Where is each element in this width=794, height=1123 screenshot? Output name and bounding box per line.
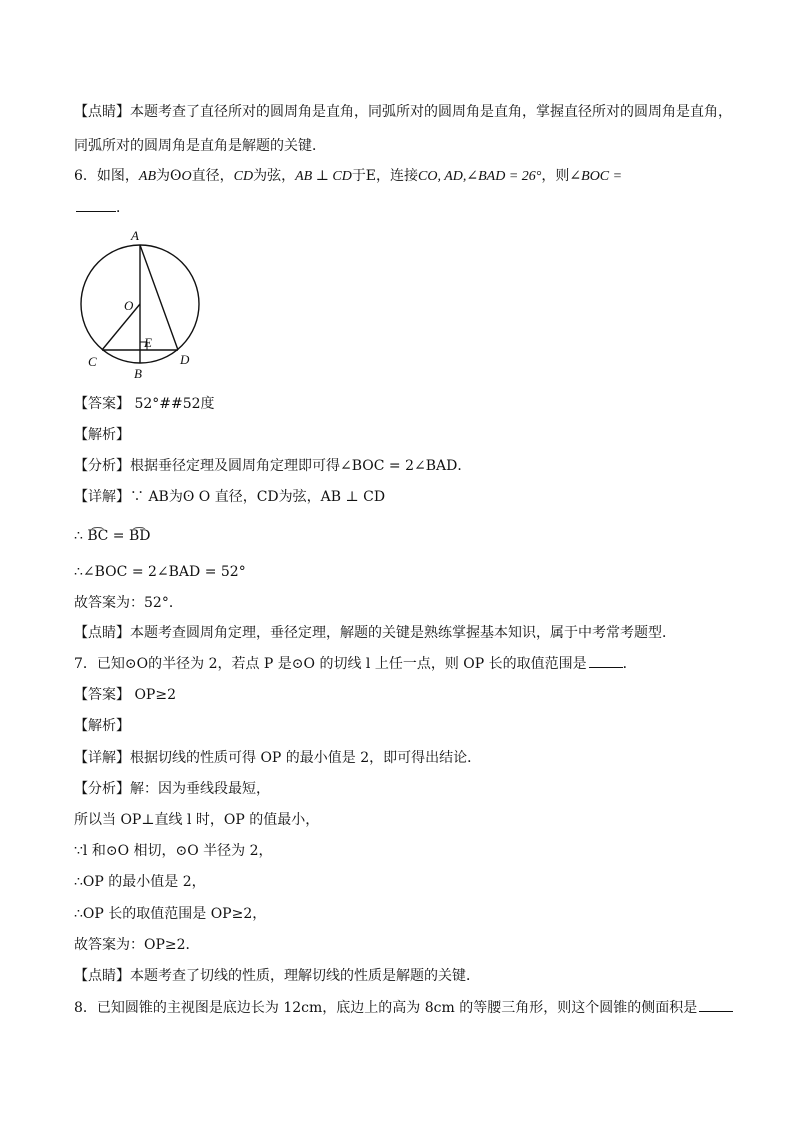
q6-number: 6．如图， — [74, 168, 139, 184]
q6-detail-1: 【详解】∵ AB为ʘ O 直径，CD为弦，AB ⊥ CD — [74, 489, 386, 505]
label-d: D — [180, 352, 190, 367]
q6-blank-line — [74, 198, 130, 218]
q6-detail-4: 故答案为：52°． — [74, 595, 183, 611]
q8-answer-blank — [699, 999, 733, 1012]
q6-text-4: 于E，连接 — [351, 168, 419, 184]
label-c: C — [88, 354, 97, 369]
q7-answer: 【答案】 OP≥2 — [74, 687, 176, 703]
q6-answer-blank — [76, 199, 116, 212]
q6-text-3: 为弦， — [253, 168, 296, 184]
q6-circle-figure — [74, 228, 214, 380]
q6-items: CO, AD,∠BAD = 26° — [418, 169, 542, 184]
q6-detail-3: ∴∠BOC = 2∠BAD = 52° — [74, 564, 246, 580]
q5-comment-line-2: 同弧所对的圆周角是直角是解题的关键． — [74, 138, 326, 154]
q6-detail-2: ∴ B͡C = B͡D — [74, 528, 151, 544]
q7-analysis-6: 故答案为：OP≥2． — [74, 937, 200, 953]
q6-text-1: 为ʘ — [156, 168, 182, 184]
label-o: O — [124, 298, 134, 313]
q7-answer-blank — [589, 655, 623, 668]
q6-dot: ． — [116, 200, 130, 216]
q6-ab: AB — [138, 169, 157, 184]
q7-stem — [74, 654, 637, 674]
q6-answer: 【答案】 52°##52度 — [74, 396, 215, 412]
label-e: E — [144, 335, 152, 350]
label-a: A — [131, 228, 139, 243]
q6-stem — [74, 166, 622, 187]
q7-analysis-1: 【分析】解：因为垂线段最短， — [74, 781, 270, 797]
q7-comment: 【点睛】本题考查了切线的性质，理解切线的性质是解题的关键． — [74, 968, 480, 984]
q7-analysis-title: 【解析】 — [74, 718, 130, 734]
q5-comment-line-1: 【点睛】本题考查了直径所对的圆周角是直角，同弧所对的圆周角是直角，掌握直径所对的圆周角是直角， — [74, 104, 732, 120]
q8-stem — [74, 998, 733, 1018]
q6-o: O — [181, 169, 192, 184]
segment-co — [102, 304, 140, 350]
q7-analysis-2: 所以当 OP⊥直线 l 时，OP 的值最小， — [74, 812, 320, 828]
q8-stem-text: 8．已知圆锥的主视图是底边长为 12cm，底边上的高为 8cm 的等腰三角形，则这个圆锥的侧面积是 — [74, 1000, 698, 1016]
q7-analysis-4: ∴OP 的最小值是 2， — [74, 874, 206, 890]
q6-comment: 【点睛】本题考查圆周角定理，垂径定理，解题的关键是熟练掌握基本知识，属于中考常考题型． — [74, 625, 676, 641]
q6-ask: ∠BOC = — [569, 169, 623, 184]
q7-analysis-3: ∵l 和⊙O 相切，⊙O 半径为 2， — [74, 843, 273, 859]
q6-cd: CD — [233, 169, 254, 184]
q6-analysis: 【分析】根据垂径定理及圆周角定理即可得∠BOC = 2∠BAD． — [74, 458, 472, 474]
q6-text-2: 直径， — [191, 168, 234, 184]
q7-detail: 【详解】根据切线的性质可得 OP 的最小值是 2，即可得出结论． — [74, 750, 482, 766]
label-b: B — [134, 366, 142, 380]
q6-analysis-title: 【解析】 — [74, 427, 130, 443]
q7-analysis-5: ∴OP 长的取值范围是 OP≥2， — [74, 906, 267, 922]
q7-stem-text: 7．已知⊙O的半径为 2，若点 P 是⊙O 的切线 l 上任一点，则 OP 长的取值范围是 — [74, 656, 587, 672]
q6-text-5: ，则 — [541, 168, 570, 184]
q7-dot: ． — [622, 656, 637, 672]
q6-perp: AB ⊥ CD — [295, 169, 352, 184]
